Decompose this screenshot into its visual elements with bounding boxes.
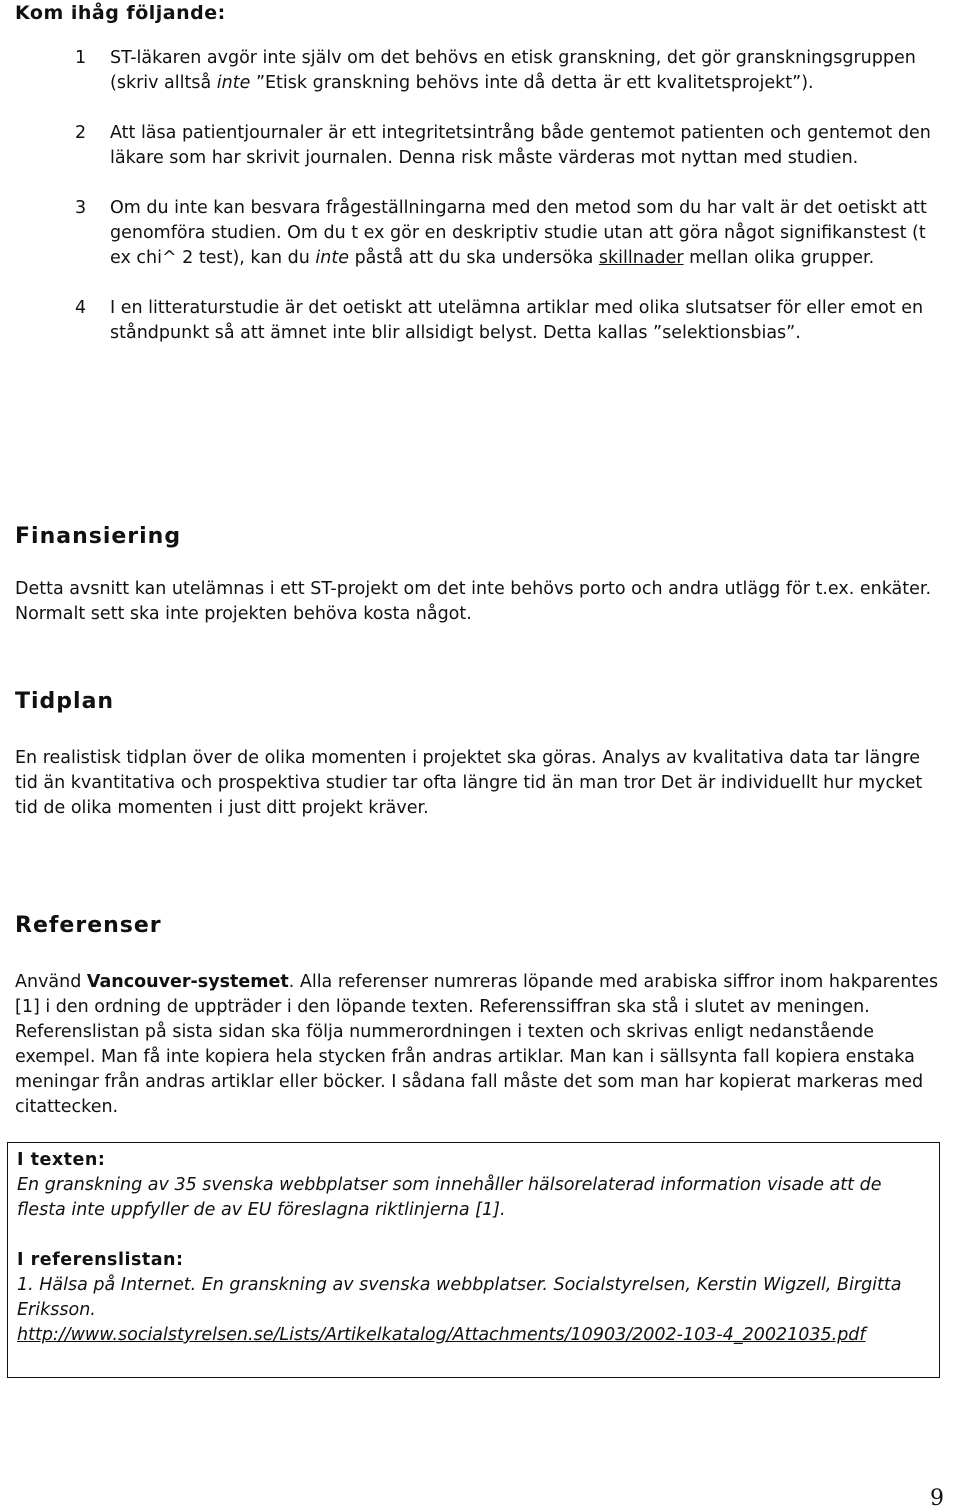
text-span: . Alla referenser numreras löpande med arabiska siffror inom hakparentes [1] i den ordning de uppträder i den löpande texten. Referenssiffran ska stå i slutet av meningen. Referenslistan på sista sidan ska följa nummerordningen i texten och skrivas enligt nedanstående exempel. Man få inte kopiera hela stycken från andras artiklar. Man kan i sällsynta fall kopiera enstaka meningar från andras artiklar eller böcker. I sådana fall måste det som man har kopierat markeras med citattecken. — [15, 972, 939, 1117]
item-text: Att läsa patientjournaler är ett integritetsintrång både gentemot patienten och gentemot den läkare som har skrivit journalen. Denna risk måste värderas mot nyttan med studien. — [110, 123, 931, 168]
referenser-paragraph — [15, 970, 945, 1120]
reference-list-entry: 1. Hälsa på Internet. En granskning av svenska webbplatser. Socialstyrelsen, Kerstin Wigzell, Birgitta Eriksson. — [17, 1275, 902, 1320]
item-number: 2 — [75, 123, 87, 143]
italic-span: inte — [216, 73, 251, 93]
list-item — [0, 196, 960, 271]
reminder-list — [0, 46, 960, 346]
referenser-heading: Referenser — [15, 913, 162, 938]
item-number: 3 — [75, 198, 87, 218]
item-number: 4 — [75, 298, 87, 318]
reference-list-label: I referenslistan: — [17, 1250, 184, 1270]
tidplan-heading: Tidplan — [15, 689, 115, 714]
text-span: Använd — [15, 972, 87, 992]
reminder-heading: Kom ihåg följande: — [15, 2, 226, 24]
item-text: I en litteraturstudie är det oetiskt att utelämna artiklar med olika slutsatser för eller emot en ståndpunkt så att ämnet inte blir allsidigt belyst. Detta kallas ”selektionsbias”. — [110, 298, 924, 343]
item-number: 1 — [75, 48, 87, 68]
text-span: Om du inte kan besvara frågeställningarna med den metod som du har valt är det oetiskt att genomföra studien. Om du t ex gör en deskriptiv studie utan att göra något signifikanstest (t ex chi^ 2 test), kan du — [110, 198, 927, 268]
text-span: mellan olika grupper. — [683, 248, 875, 268]
finansiering-heading: Finansiering — [15, 524, 182, 549]
reference-link[interactable]: http://www.socialstyrelsen.se/Lists/Artikelkatalog/Attachments/10903/2002-103-4_20021035.pdf — [17, 1325, 866, 1345]
box-content — [17, 1148, 927, 1348]
reference-example-box — [7, 1142, 940, 1378]
item-text — [110, 196, 940, 271]
finansiering-paragraph: Detta avsnitt kan utelämnas i ett ST-projekt om det inte behövs porto och andra utlägg för t.ex. enkäter. Normalt sett ska inte projekten behöva kosta något. — [15, 579, 932, 624]
text-span: ”Etisk granskning behövs inte då detta är ett kvalitetsprojekt”). — [250, 73, 814, 93]
in-text-label: I texten: — [17, 1150, 106, 1170]
text-span: ST-läkaren avgör inte själv om det behövs en etisk granskning, det gör granskningsgruppen (skriv alltså — [110, 48, 916, 93]
list-item — [0, 46, 960, 96]
text-span: påstå att du ska undersöka — [349, 248, 599, 268]
item-text — [110, 46, 940, 96]
tidplan-paragraph: En realistisk tidplan över de olika momenten i projektet ska göras. Analys av kvalitativa data tar längre tid än kvantitativa och prospektiva studier tar ofta längre tid än man tror Det är individuellt hur mycket tid de olika momenten i just ditt projekt kräver. — [15, 748, 923, 818]
page-number: 9 — [930, 1486, 944, 1511]
bold-span: Vancouver-systemet — [86, 972, 289, 992]
italic-span: inte — [315, 248, 349, 268]
list-item — [0, 296, 960, 346]
list-item — [0, 121, 960, 171]
underlined-span: skillnader — [598, 248, 684, 268]
in-text-example: En granskning av 35 svenska webbplatser som innehåller hälsorelaterad information visade att de flesta inte uppfyller de av EU föreslagna riktlinjerna [1]. — [17, 1175, 882, 1220]
